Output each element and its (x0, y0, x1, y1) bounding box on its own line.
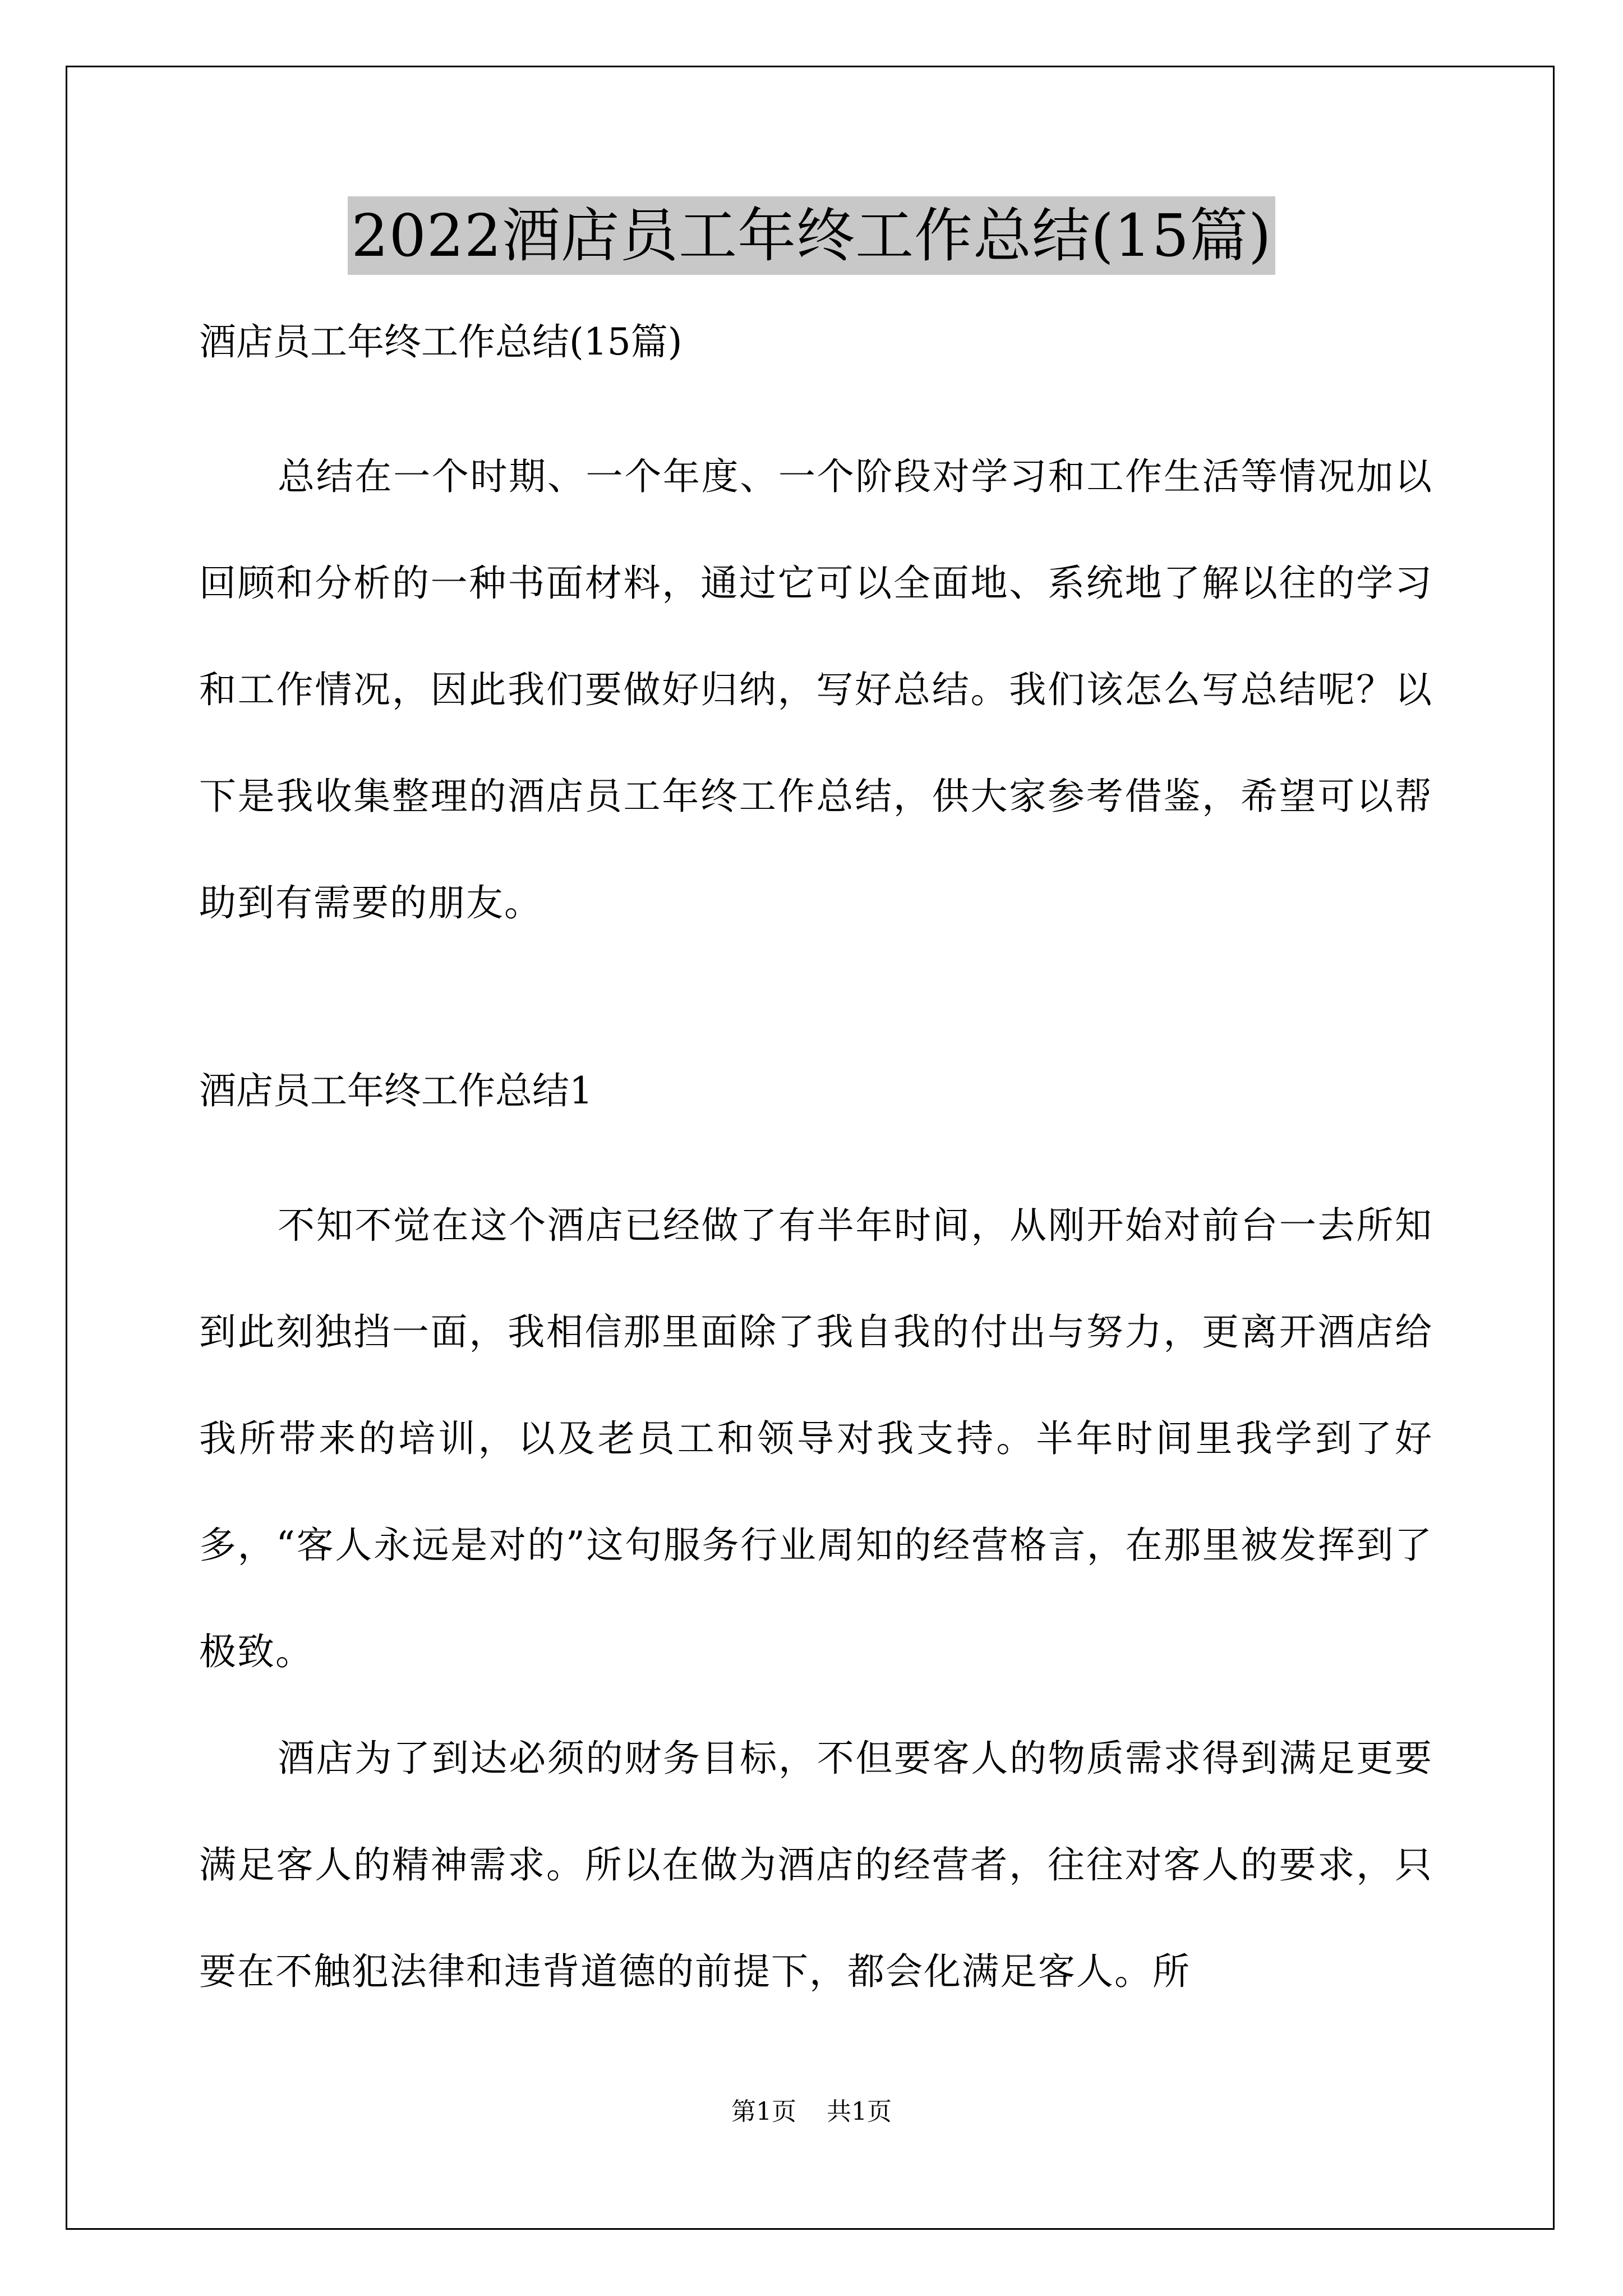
intro-paragraph: 总结在一个时期、一个年度、一个阶段对学习和工作生活等情况加以回顾和分析的一种书面材料，通过它可以全面地、系统地了解以往的学习和工作情况，因此我们要做好归纳，写好总结。我们该怎么写总结呢？以下是我收集整理的酒店员工年终工作总结，供大家参考借鉴，希望可以帮助到有需要的朋友。 (199, 455, 1433, 924)
section-heading: 酒店员工年终工作总结1 (199, 1069, 593, 1112)
document-title: 2022酒店员工年终工作总结(15篇) (348, 196, 1275, 275)
title-container (0, 196, 1623, 275)
section-paragraph: 不知不觉在这个酒店已经做了有半年时间，从刚开始对前台一去所知到此刻独挡一面，我相信那里面除了我自我的付出与努力，更离开酒店给我所带来的培训，以及老员工和领导对我支持。半年时间里我学到了好多，“客人永远是对的”这句服务行业周知的经营格言，在那里被发挥到了极致。 (199, 1204, 1433, 1673)
page-total: 共1页 (827, 2097, 892, 2126)
page-number: 第1页 (731, 2097, 796, 2126)
document-subtitle: 酒店员工年终工作总结(15篇) (199, 320, 683, 364)
document-body (199, 314, 1433, 2025)
section-paragraph: 酒店为了到达必须的财务目标，不但要客人的物质需求得到满足更要满足客人的精神需求。所以在做为酒店的经营者，往往对客人的要求，只要在不触犯法律和违背道德的前提下，都会化满足客人。所 (199, 1737, 1433, 1993)
page-footer (0, 2095, 1623, 2129)
